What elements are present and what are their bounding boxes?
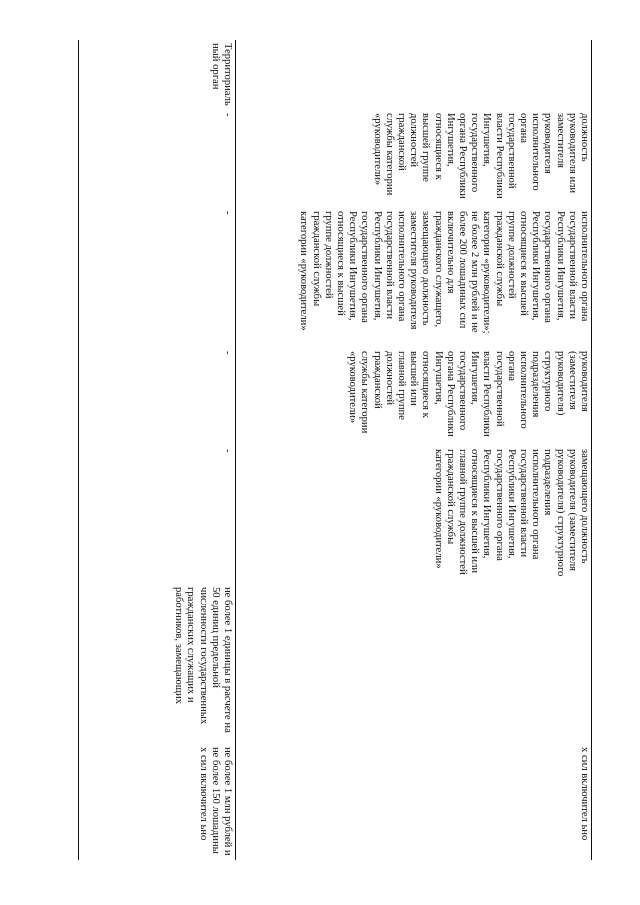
table-cell: не более 1 млн рублей и не более 150 лошадины х сил включител ьно: [79, 744, 236, 860]
table-cell: [236, 40, 593, 110]
table-cell: -: [79, 110, 236, 208]
table-row: [236, 40, 593, 860]
table-cell: должность руководителя или заместителя руководителя исполнительного органа государственной власти Республики Ингушетия, государственного органа Республики Ингушетия, относящиеся к высшей группе должностей гражданской службы категории «руководители»: [371, 113, 590, 199]
vehicle-norms-table: [78, 40, 592, 860]
table-cell: руководителя (заместителя руководителя) структурного подразделения исполнительного органа государственной власти Республики Ингушетия, государственного органа Республики Ингушетия, относящиеся к высшей или главной группе должностей гражданской службы категории «руководители»: [347, 351, 590, 437]
table-cell: Территориаль ный орган: [79, 40, 236, 110]
table-cell: х сил включител ьно: [579, 747, 590, 841]
table-top-border: [591, 40, 592, 860]
table-cell: замещающего должность руководителя (заместителя руководителя) структурного подразделения исполнительного органа государственной власти Республики Ингушетия, государственного органа Республики Ингушетия, относящиеся к высшей или главной группе должностей гражданской службы категории «руководители»: [432, 449, 590, 577]
table-row: [79, 40, 236, 860]
table-cell: исполнительного органа государственной власти Республики Ингушетия, государственного органа Республики Ингушетия, относящиеся к высшей группе должностей гражданской службы категории «руководители»; не более 2 млн рублей и не более 200 лошадиных сил включительно для гражданского служащего, замещающего должность заместителя руководителя исполнительного органа государственной власти Республики Ингушетия, государственного органа Республики Ингушетия, относящиеся к высшей группе должностей гражданской службы категории «руководители»: [298, 211, 590, 334]
rotated-table-page: [52, 40, 592, 860]
table-cell: -: [79, 208, 236, 348]
table-cell: [236, 584, 593, 744]
table-cell: не более 1 единицы в расчете на 50 единиц предельной численности государственных гражданских служащих и работников, замещающих: [79, 584, 236, 744]
table-cell: -: [79, 348, 236, 446]
table-cell: -: [79, 446, 236, 584]
